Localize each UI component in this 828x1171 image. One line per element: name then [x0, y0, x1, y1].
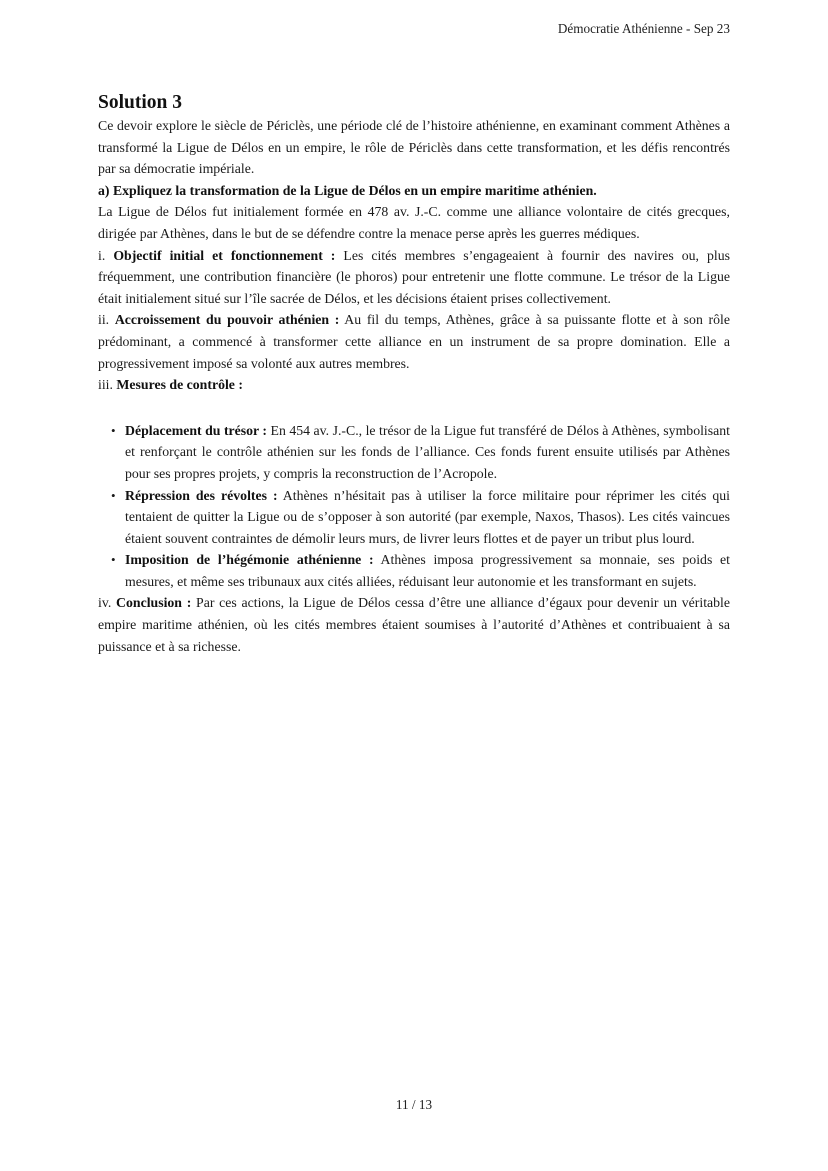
item-iii-numeral: iii.	[98, 377, 113, 393]
bullet-icon: •	[111, 422, 116, 438]
item-objectif-initial	[98, 245, 730, 310]
solution-title: Solution 3	[98, 92, 182, 113]
question-a-body: La Ligue de Délos fut initialement formée en 478 av. J.-C. comme une alliance volontaire de cités grecques, dirigée par Athènes, dans le but de se défendre contre la menace perse après les guerres médiques.	[98, 204, 730, 241]
list-item-imposition-hegemonie	[112, 549, 730, 592]
item-i-numeral: i.	[98, 247, 106, 263]
item-ii-numeral: ii.	[98, 312, 110, 328]
control-measures-list	[112, 420, 730, 593]
item-i-label: Objectif initial et fonctionnement :	[113, 247, 336, 263]
bullet-3-text: Athènes imposa progressivement sa monnaie, ses poids et mesures, et même ses tribunaux aux cités alliées, réduisant leur autonomie et les transformant en sujets.	[125, 552, 730, 589]
page-footer	[0, 1094, 828, 1116]
list-item-repression-revoltes	[112, 485, 730, 550]
item-iv-text: Par ces actions, la Ligue de Délos cessa d’être une alliance d’égaux pour devenir un véritable empire maritime athénien, où les cités membres étaient soumises à l’autorité d’Athènes et contribuaient à sa puissance et à sa richesse.	[98, 595, 731, 654]
bullet-1-label: Déplacement du trésor :	[125, 422, 268, 438]
header-title: Démocratie Athénienne - Sep 23	[557, 21, 730, 36]
item-ii-label: Accroissement du pouvoir athénien :	[114, 312, 340, 328]
item-ii-text: Au fil du temps, Athènes, grâce à sa puissante flotte et à son rôle prédominant, a commencé à transformer cette alliance en un instrument de sa propre domination. Elle a progressivement imposé sa volonté aux autres membres.	[98, 312, 730, 371]
item-i-text: Les cités membres s’engageaient à fournir des navires ou, plus fréquemment, une contribution financière (le phoros) pour entretenir une flotte commune. Le trésor de la Ligue était initialement situé sur l’île sacrée de Délos, et les décisions étaient prises collectivement.	[98, 247, 730, 306]
bullet-icon: •	[111, 487, 116, 503]
question-a-heading: a) Expliquez la transformation de la Ligue de Délos en un empire maritime athénien.	[98, 182, 597, 198]
bullet-icon: •	[111, 552, 116, 568]
item-conclusion	[98, 592, 730, 657]
list-item-deplacement-tresor	[112, 420, 730, 485]
item-accroissement-pouvoir	[98, 309, 730, 374]
item-iv-label: Conclusion :	[116, 595, 192, 611]
item-iv-numeral: iv.	[98, 595, 112, 611]
page-header	[98, 21, 730, 37]
bullet-2-text: Athènes n’hésitait pas à utiliser la force militaire pour réprimer les cités qui tentaient de quitter la Ligue ou de s’opposer à son autorité (par exemple, Naxos, Thasos). Les cités vaincues étaient souvent contraintes de démolir leurs murs, de livrer leurs flottes et de payer un tribut plus lourd.	[125, 487, 730, 546]
item-mesures-controle	[98, 374, 730, 396]
bullet-2-label: Répression des révoltes :	[125, 487, 278, 503]
item-iii-label: Mesures de contrôle :	[116, 377, 243, 393]
bullet-3-label: Imposition de l’hégémonie athénienne :	[125, 552, 374, 568]
bullet-1-text: En 454 av. J.-C., le trésor de la Ligue fut transféré de Délos à Athènes, symbolisant et renforçant le contrôle athénien sur les fonds de l’alliance. Ces fonds furent ensuite utilisés par Athènes pour ses propres projets, y compris la reconstruction de l’Acropole.	[125, 422, 730, 481]
page-number: 11 / 13	[395, 1097, 433, 1113]
intro-paragraph: Ce devoir explore le siècle de Périclès, une période clé de l’histoire athénienne, en examinant comment Athènes a transformé la Ligue de Délos en un empire, le rôle de Périclès dans cette transformation, et les défis rencontrés par sa démocratie impériale.	[98, 118, 730, 177]
